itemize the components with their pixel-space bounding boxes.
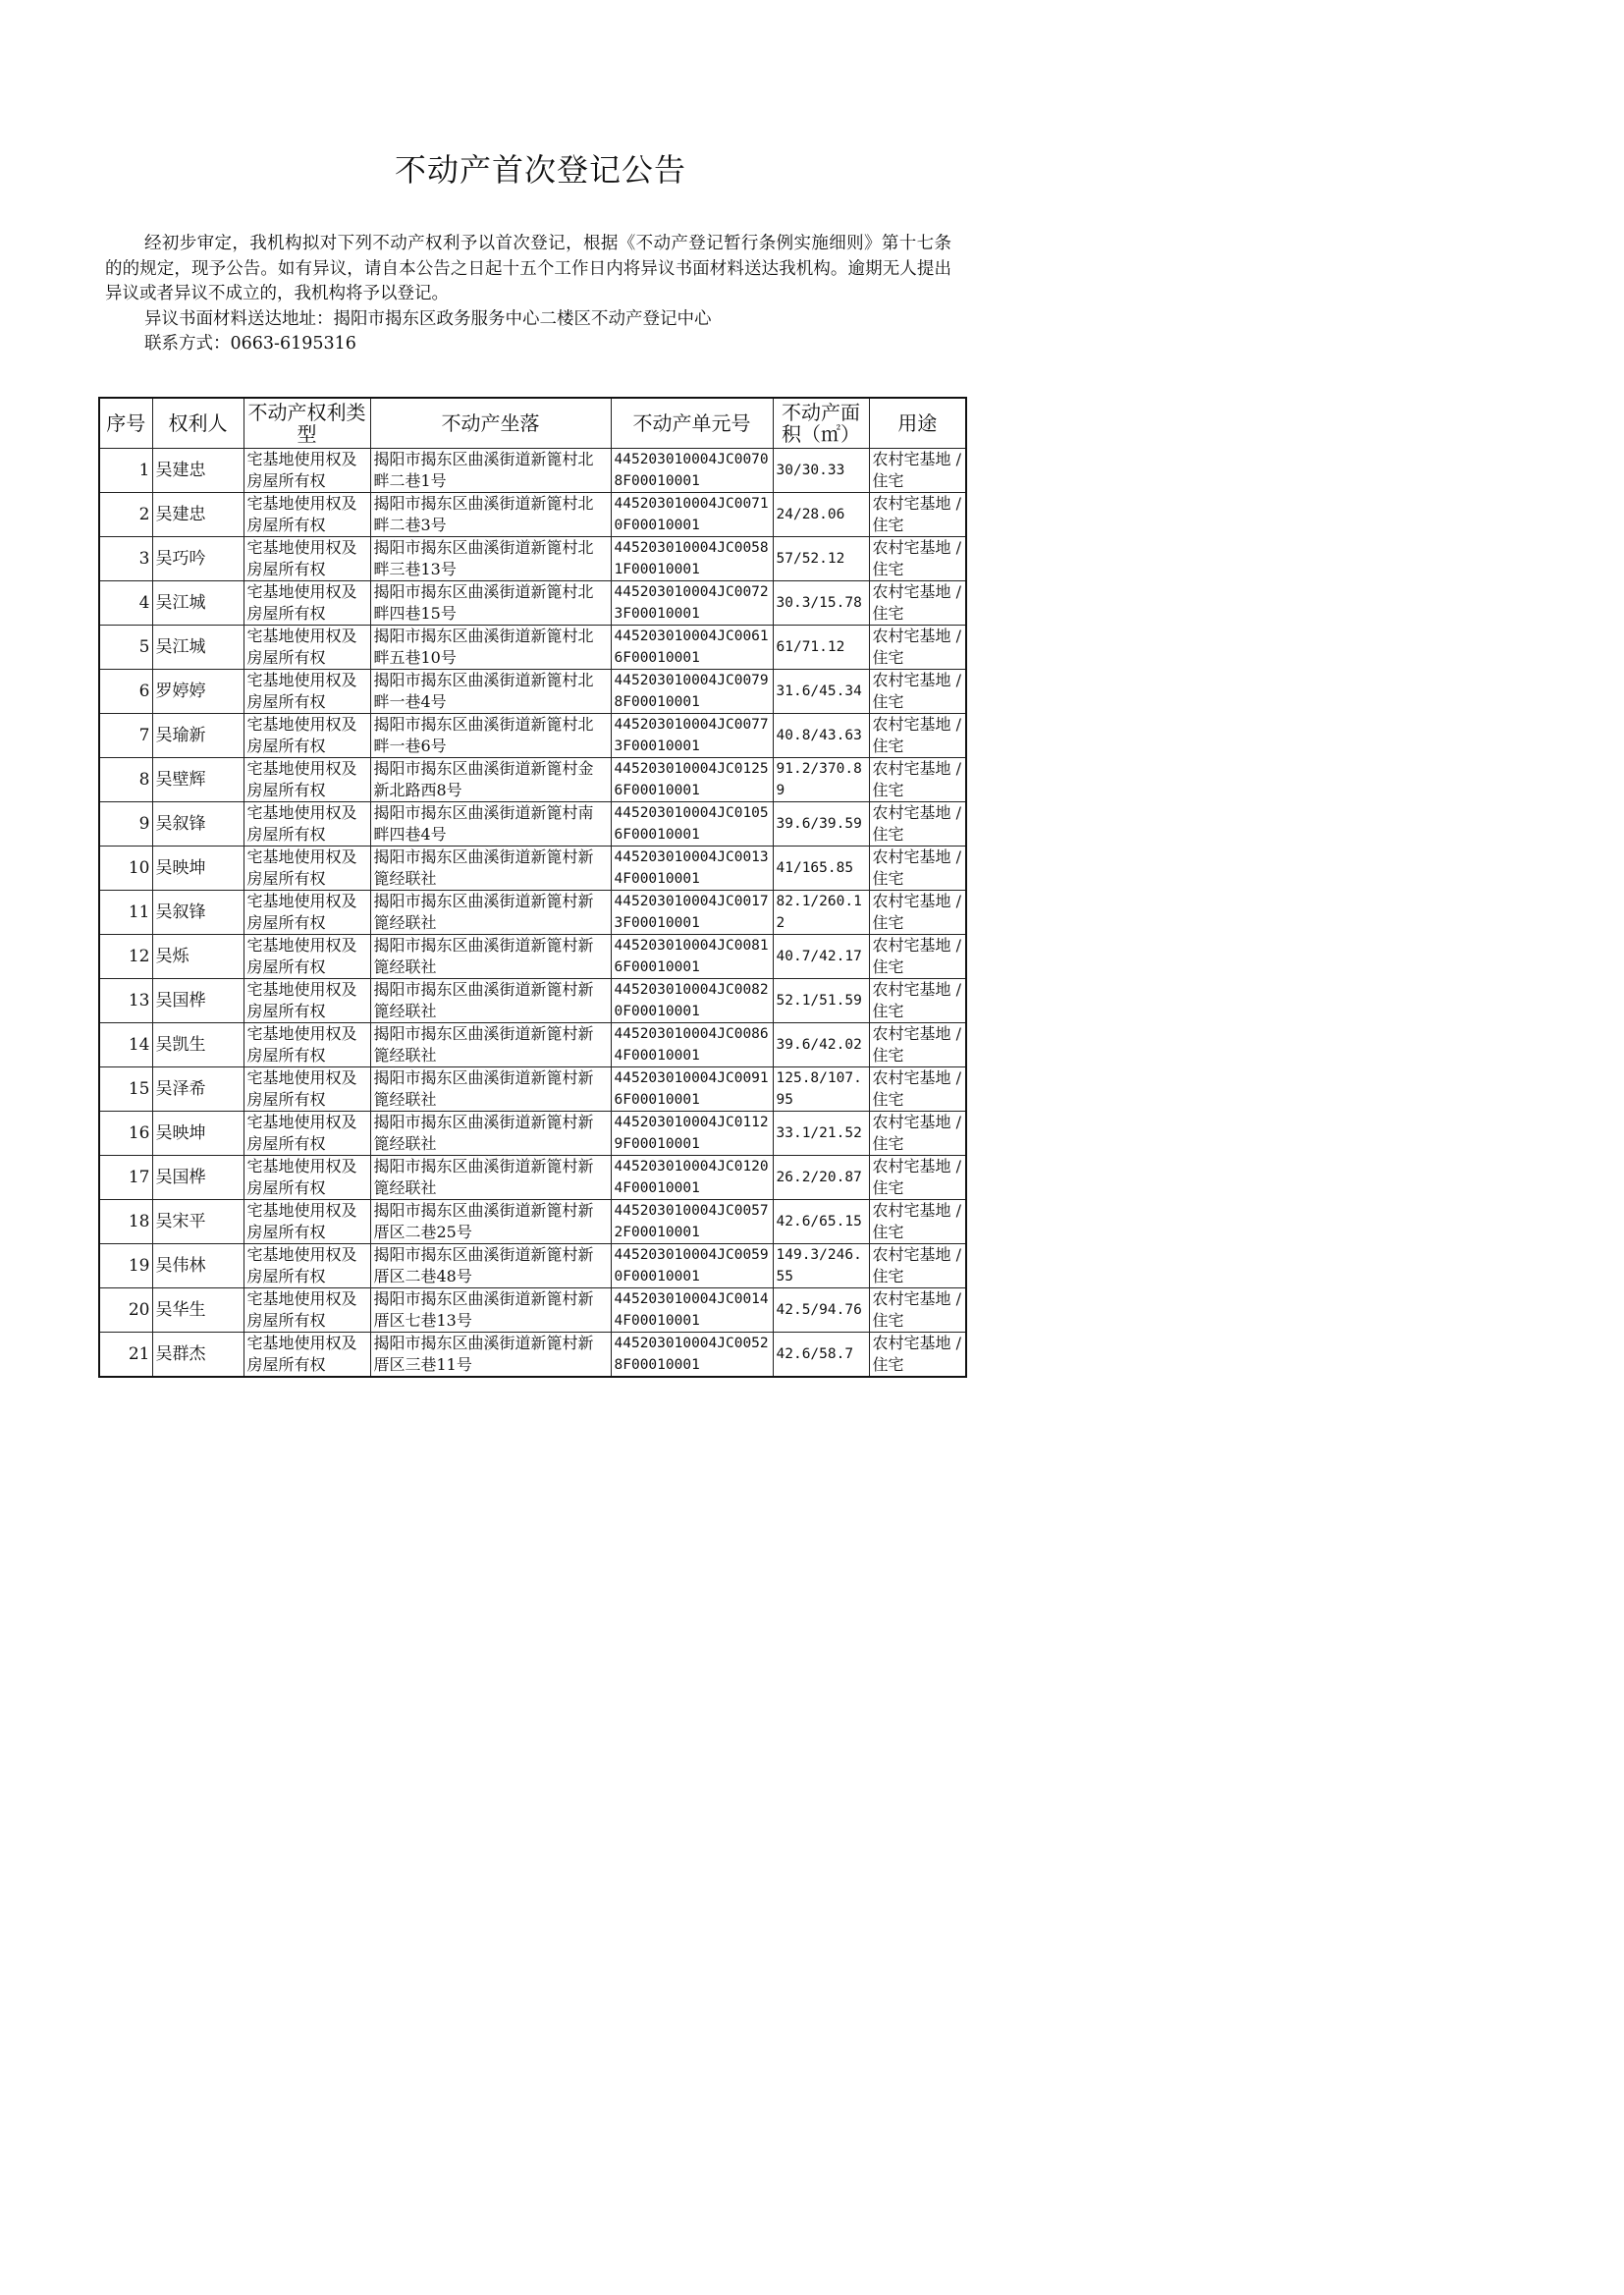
cell-location: 揭阳市揭东区曲溪街道新篦村金新北路西8号 [370, 758, 611, 802]
cell-owner: 吴映坤 [152, 1112, 244, 1156]
header-area: 不动产面积（㎡） [773, 398, 869, 449]
cell-area: 61/71.12 [773, 626, 869, 670]
cell-right-type: 宅基地使用权及房屋所有权 [244, 581, 370, 626]
cell-unit-number: 445203010004JC00590F00010001 [611, 1244, 773, 1288]
cell-unit-number: 445203010004JC00708F00010001 [611, 449, 773, 493]
cell-owner: 吴江城 [152, 581, 244, 626]
cell-owner: 吴映坤 [152, 847, 244, 891]
cell-unit-number: 445203010004JC00134F00010001 [611, 847, 773, 891]
cell-right-type: 宅基地使用权及房屋所有权 [244, 1112, 370, 1156]
cell-area: 31.6/45.34 [773, 670, 869, 714]
cell-location: 揭阳市揭东区曲溪街道新篦村北畔三巷13号 [370, 537, 611, 581]
cell-location: 揭阳市揭东区曲溪街道新篦村新篦经联社 [370, 847, 611, 891]
page-title: 不动产首次登记公告 [394, 151, 686, 189]
cell-right-type: 宅基地使用权及房屋所有权 [244, 1156, 370, 1200]
table-row [99, 847, 966, 891]
cell-location: 揭阳市揭东区曲溪街道新篦村新厝区二巷48号 [370, 1244, 611, 1288]
cell-location: 揭阳市揭东区曲溪街道新篦村北畔五巷10号 [370, 626, 611, 670]
cell-owner: 吴群杰 [152, 1333, 244, 1378]
cell-location: 揭阳市揭东区曲溪街道新篦村北畔一巷4号 [370, 670, 611, 714]
table-row [99, 979, 966, 1023]
cell-unit-number: 445203010004JC00581F00010001 [611, 537, 773, 581]
cell-owner: 吴巧吟 [152, 537, 244, 581]
cell-right-type: 宅基地使用权及房屋所有权 [244, 1244, 370, 1288]
cell-area: 42.6/65.15 [773, 1200, 869, 1244]
cell-area: 40.7/42.17 [773, 935, 869, 979]
table-row [99, 670, 966, 714]
cell-area: 91.2/370.89 [773, 758, 869, 802]
cell-location: 揭阳市揭东区曲溪街道新篦村新厝区三巷11号 [370, 1333, 611, 1378]
cell-index: 14 [99, 1023, 152, 1067]
objection-address: 异议书面材料送达地址：揭阳市揭东区政务服务中心二楼区不动产登记中心 [144, 308, 712, 329]
cell-right-type: 宅基地使用权及房屋所有权 [244, 493, 370, 537]
cell-owner: 吴建忠 [152, 449, 244, 493]
cell-owner: 吴瑜新 [152, 714, 244, 758]
cell-location: 揭阳市揭东区曲溪街道新篦村新篦经联社 [370, 1156, 611, 1200]
cell-unit-number: 445203010004JC00528F00010001 [611, 1333, 773, 1378]
cell-owner: 罗婷婷 [152, 670, 244, 714]
cell-right-type: 宅基地使用权及房屋所有权 [244, 714, 370, 758]
notice-paragraph: 经初步审定，我机构拟对下列不动产权利予以首次登记，根据《不动产登记暂行条例实施细则》第十七条的的规定，现予公告。如有异议，请自本公告之日起十五个工作日内将异议书面材料送达我机构。逾期无人提出异议或者异议不成立的，我机构将予以登记。 [105, 234, 951, 303]
cell-area: 40.8/43.63 [773, 714, 869, 758]
table-row [99, 1067, 966, 1112]
cell-use: 农村宅基地 / 住宅 [869, 1156, 966, 1200]
cell-unit-number: 445203010004JC00916F00010001 [611, 1067, 773, 1112]
cell-right-type: 宅基地使用权及房屋所有权 [244, 670, 370, 714]
cell-unit-number: 445203010004JC01256F00010001 [611, 758, 773, 802]
cell-use: 农村宅基地 / 住宅 [869, 493, 966, 537]
cell-area: 52.1/51.59 [773, 979, 869, 1023]
table-row [99, 1288, 966, 1333]
header-unit-number: 不动产单元号 [611, 398, 773, 449]
cell-area: 33.1/21.52 [773, 1112, 869, 1156]
table-row [99, 714, 966, 758]
header-owner: 权利人 [152, 398, 244, 449]
cell-owner: 吴国桦 [152, 979, 244, 1023]
cell-owner: 吴建忠 [152, 493, 244, 537]
cell-use: 农村宅基地 / 住宅 [869, 626, 966, 670]
header-right-type: 不动产权利类型 [244, 398, 370, 449]
cell-use: 农村宅基地 / 住宅 [869, 714, 966, 758]
table-row [99, 493, 966, 537]
cell-area: 149.3/246.55 [773, 1244, 869, 1288]
cell-location: 揭阳市揭东区曲溪街道新篦村新篦经联社 [370, 1112, 611, 1156]
cell-unit-number: 445203010004JC00864F00010001 [611, 1023, 773, 1067]
cell-use: 农村宅基地 / 住宅 [869, 758, 966, 802]
table-row [99, 1023, 966, 1067]
cell-index: 17 [99, 1156, 152, 1200]
cell-location: 揭阳市揭东区曲溪街道新篦村新篦经联社 [370, 891, 611, 935]
cell-location: 揭阳市揭东区曲溪街道新篦村北畔四巷15号 [370, 581, 611, 626]
cell-area: 42.6/58.7 [773, 1333, 869, 1378]
header-location: 不动产坐落 [370, 398, 611, 449]
cell-right-type: 宅基地使用权及房屋所有权 [244, 979, 370, 1023]
cell-unit-number: 445203010004JC00173F00010001 [611, 891, 773, 935]
table-row [99, 537, 966, 581]
cell-owner: 吴泽希 [152, 1067, 244, 1112]
cell-area: 125.8/107.95 [773, 1067, 869, 1112]
cell-location: 揭阳市揭东区曲溪街道新篦村新厝区二巷25号 [370, 1200, 611, 1244]
cell-use: 农村宅基地 / 住宅 [869, 891, 966, 935]
cell-unit-number: 445203010004JC00816F00010001 [611, 935, 773, 979]
cell-area: 42.5/94.76 [773, 1288, 869, 1333]
table-row [99, 758, 966, 802]
cell-use: 农村宅基地 / 住宅 [869, 1244, 966, 1288]
cell-right-type: 宅基地使用权及房屋所有权 [244, 758, 370, 802]
cell-index: 1 [99, 449, 152, 493]
cell-right-type: 宅基地使用权及房屋所有权 [244, 847, 370, 891]
cell-owner: 吴江城 [152, 626, 244, 670]
cell-location: 揭阳市揭东区曲溪街道新篦村新篦经联社 [370, 1023, 611, 1067]
cell-unit-number: 445203010004JC01204F00010001 [611, 1156, 773, 1200]
cell-location: 揭阳市揭东区曲溪街道新篦村南畔四巷4号 [370, 802, 611, 847]
table-row [99, 1244, 966, 1288]
cell-index: 16 [99, 1112, 152, 1156]
cell-use: 农村宅基地 / 住宅 [869, 802, 966, 847]
cell-unit-number: 445203010004JC00773F00010001 [611, 714, 773, 758]
header-use: 用途 [869, 398, 966, 449]
cell-use: 农村宅基地 / 住宅 [869, 1112, 966, 1156]
notice-body [105, 232, 951, 357]
cell-use: 农村宅基地 / 住宅 [869, 1288, 966, 1333]
cell-index: 12 [99, 935, 152, 979]
cell-owner: 吴壁辉 [152, 758, 244, 802]
cell-area: 24/28.06 [773, 493, 869, 537]
table-row [99, 891, 966, 935]
cell-area: 82.1/260.12 [773, 891, 869, 935]
table-row [99, 1200, 966, 1244]
cell-area: 41/165.85 [773, 847, 869, 891]
cell-right-type: 宅基地使用权及房屋所有权 [244, 1023, 370, 1067]
cell-area: 30/30.33 [773, 449, 869, 493]
cell-use: 农村宅基地 / 住宅 [869, 449, 966, 493]
cell-unit-number: 445203010004JC00723F00010001 [611, 581, 773, 626]
cell-unit-number: 445203010004JC00820F00010001 [611, 979, 773, 1023]
registration-table [98, 397, 967, 1378]
table-header-row [99, 398, 966, 449]
cell-owner: 吴叙锋 [152, 891, 244, 935]
cell-use: 农村宅基地 / 住宅 [869, 1067, 966, 1112]
cell-use: 农村宅基地 / 住宅 [869, 670, 966, 714]
cell-owner: 吴叙锋 [152, 802, 244, 847]
cell-index: 3 [99, 537, 152, 581]
table-row [99, 935, 966, 979]
cell-index: 19 [99, 1244, 152, 1288]
cell-area: 26.2/20.87 [773, 1156, 869, 1200]
cell-location: 揭阳市揭东区曲溪街道新篦村北畔二巷3号 [370, 493, 611, 537]
cell-owner: 吴国桦 [152, 1156, 244, 1200]
cell-index: 18 [99, 1200, 152, 1244]
cell-right-type: 宅基地使用权及房屋所有权 [244, 626, 370, 670]
cell-index: 6 [99, 670, 152, 714]
cell-owner: 吴伟林 [152, 1244, 244, 1288]
cell-use: 农村宅基地 / 住宅 [869, 581, 966, 626]
table-row [99, 802, 966, 847]
cell-index: 11 [99, 891, 152, 935]
cell-use: 农村宅基地 / 住宅 [869, 537, 966, 581]
cell-index: 20 [99, 1288, 152, 1333]
cell-index: 13 [99, 979, 152, 1023]
table-row [99, 626, 966, 670]
cell-index: 4 [99, 581, 152, 626]
cell-unit-number: 445203010004JC01129F00010001 [611, 1112, 773, 1156]
cell-right-type: 宅基地使用权及房屋所有权 [244, 1333, 370, 1378]
cell-right-type: 宅基地使用权及房屋所有权 [244, 1288, 370, 1333]
table-body [99, 449, 966, 1378]
cell-right-type: 宅基地使用权及房屋所有权 [244, 891, 370, 935]
table-row [99, 1333, 966, 1378]
table-row [99, 581, 966, 626]
cell-index: 21 [99, 1333, 152, 1378]
cell-index: 7 [99, 714, 152, 758]
cell-use: 农村宅基地 / 住宅 [869, 1333, 966, 1378]
cell-right-type: 宅基地使用权及房屋所有权 [244, 1200, 370, 1244]
header-index: 序号 [99, 398, 152, 449]
table-row [99, 1156, 966, 1200]
cell-location: 揭阳市揭东区曲溪街道新篦村新篦经联社 [370, 979, 611, 1023]
cell-index: 15 [99, 1067, 152, 1112]
cell-owner: 吴宋平 [152, 1200, 244, 1244]
cell-location: 揭阳市揭东区曲溪街道新篦村新篦经联社 [370, 1067, 611, 1112]
cell-area: 39.6/39.59 [773, 802, 869, 847]
cell-unit-number: 445203010004JC00616F00010001 [611, 626, 773, 670]
cell-index: 2 [99, 493, 152, 537]
cell-unit-number: 445203010004JC00144F00010001 [611, 1288, 773, 1333]
cell-owner: 吴华生 [152, 1288, 244, 1333]
cell-unit-number: 445203010004JC01056F00010001 [611, 802, 773, 847]
cell-index: 9 [99, 802, 152, 847]
cell-area: 57/52.12 [773, 537, 869, 581]
cell-use: 农村宅基地 / 住宅 [869, 1023, 966, 1067]
cell-right-type: 宅基地使用权及房屋所有权 [244, 802, 370, 847]
table-row [99, 1112, 966, 1156]
cell-index: 5 [99, 626, 152, 670]
cell-location: 揭阳市揭东区曲溪街道新篦村新厝区七巷13号 [370, 1288, 611, 1333]
cell-right-type: 宅基地使用权及房屋所有权 [244, 449, 370, 493]
cell-use: 农村宅基地 / 住宅 [869, 847, 966, 891]
cell-location: 揭阳市揭东区曲溪街道新篦村新篦经联社 [370, 935, 611, 979]
cell-unit-number: 445203010004JC00710F00010001 [611, 493, 773, 537]
cell-owner: 吴凯生 [152, 1023, 244, 1067]
cell-use: 农村宅基地 / 住宅 [869, 1200, 966, 1244]
cell-area: 30.3/15.78 [773, 581, 869, 626]
cell-use: 农村宅基地 / 住宅 [869, 935, 966, 979]
cell-right-type: 宅基地使用权及房屋所有权 [244, 1067, 370, 1112]
cell-location: 揭阳市揭东区曲溪街道新篦村北畔一巷6号 [370, 714, 611, 758]
cell-unit-number: 445203010004JC00572F00010001 [611, 1200, 773, 1244]
cell-location: 揭阳市揭东区曲溪街道新篦村北畔二巷1号 [370, 449, 611, 493]
cell-use: 农村宅基地 / 住宅 [869, 979, 966, 1023]
cell-owner: 吴烁 [152, 935, 244, 979]
cell-right-type: 宅基地使用权及房屋所有权 [244, 935, 370, 979]
table-row [99, 449, 966, 493]
cell-index: 8 [99, 758, 152, 802]
cell-area: 39.6/42.02 [773, 1023, 869, 1067]
cell-right-type: 宅基地使用权及房屋所有权 [244, 537, 370, 581]
cell-unit-number: 445203010004JC00798F00010001 [611, 670, 773, 714]
cell-index: 10 [99, 847, 152, 891]
contact-info: 联系方式：0663-6195316 [144, 334, 356, 354]
